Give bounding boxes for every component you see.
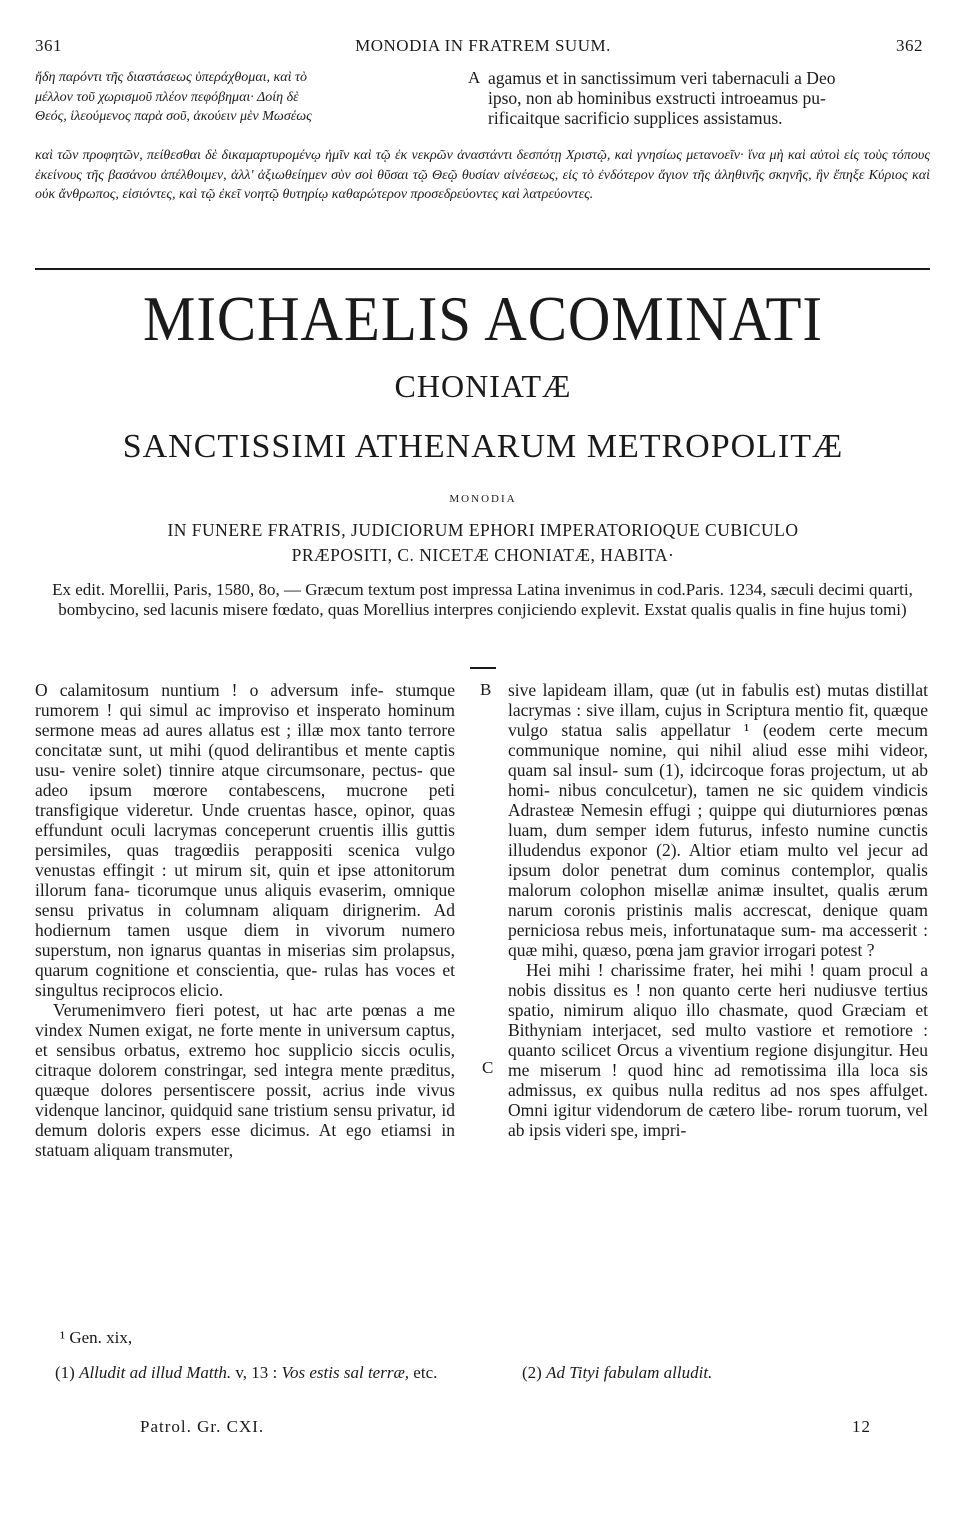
footnote-3 [522, 1362, 712, 1383]
footnote-text: etc. [413, 1363, 438, 1382]
footnote-1: ¹ Gen. xix, [60, 1328, 133, 1347]
short-rule [470, 667, 496, 669]
latin-line: rificaitque sacrificio supplices assistamus. [488, 108, 783, 128]
greek-line: μέλλον τοῦ χωρισμοῦ πλέον πεφόβημαι· Δοίη δὲ [35, 89, 299, 105]
latin-top-block [488, 68, 928, 128]
footnote-text: v, 13 : [235, 1363, 278, 1382]
main-title: MICHAELIS ACOMINATI [143, 283, 823, 354]
footnote-italic: Vos estis sal terræ, [281, 1363, 410, 1382]
paragraph: Verumenimvero fieri potest, ut hac arte pœnas a me vindex Numen exigat, ne forte mente in universum captus, et sensibus orbatus, extremo hoc supplicio siccis oculis, citraque dolorem constringar, sed integra mente præditus, quæque dolores persentiscere possit, acrius inde vivus videnque lancinor, quidquid sane tristium sensu privatur, id demum doloris expers esse dicimus. At ego etiamsi in statuam aliquam transmuter, [35, 1000, 455, 1160]
subtitle-line: PRÆPOSITI, C. NICETÆ CHONIATÆ, HABITA· [291, 545, 675, 565]
page-number-left: 361 [35, 36, 62, 55]
running-title: MONODIA IN FRATREM SUUM. [355, 36, 611, 55]
left-column [35, 680, 455, 1160]
greek-line: Θεός, ἱλεούμενος παρὰ σοῦ, ἀκούειν μὲν Μωσέως [35, 109, 312, 124]
subtitle-funere [0, 518, 966, 568]
horizontal-rule [35, 268, 930, 270]
footnote-2 [55, 1362, 475, 1383]
right-column [508, 680, 928, 1140]
footer-signature: 12 [852, 1417, 871, 1436]
edition-note: Ex edit. Morellii, Paris, 1580, 8o, — Græcum textum post impressa Latina invenimus in cod.Paris. 1234, sæculi decimi quarti, bombycino, sed lacunis misere fœdato, quas Morellius interpres conjiciendo explevit. Exstat qualis qualis in fine hujus tomi) [52, 580, 913, 619]
paragraph: sive lapideam illam, quæ (ut in fabulis est) mutas distillat lacrymas : sive illam, cujus in Scriptura mentio fit, quæque vulgo statua salis appellatur ¹ (eodem certe mecum communique nomine, qui nihil aliud esse mihi videor, quam sal insul- sum (1), idcircoque foras projectum, ut ab homi- nibus conculcetur), tamen ne sic quidem vindicis Adrasteæ Nemesin effugi ; quippe qui diuturniores pœnas luam, dum semper idem futurus, infesto numine cunctis illudendus exponor (2). Altior etiam multo vel jecur ad ipsum dolor penetrat dum cominus contemplor, qualis malorum colophon misellæ animæ insultet, qualis ærum narum coronis pristinis malis accrescat, denique quam perniciosa rebus meis, infortunataque sum- ma accesserit : quæ mihi, quæso, pœna jam gravior irrogari potest ? [508, 680, 928, 960]
latin-line: agamus et in sanctissimum veri tabernaculi a Deo [488, 68, 836, 88]
margin-letter-c: C [482, 1058, 494, 1077]
footer-source: Patrol. Gr. CXI. [140, 1417, 265, 1436]
greek-full-paragraph: καὶ τῶν προφητῶν, πείθεσθαι δὲ δικαμαρτυρομένῳ ἡμῖν καὶ τῷ ἐκ νεκρῶν ἀναστάντι δεσπότῃ Χριστῷ, καὶ γνησίως μετανοεῖν· ἵνα μὴ καὶ αὐτοὶ εἰς τοὺς τόπους ἐκείνους τῆς βασάνου ἀπέλθοιμεν, ἀλλ' ἀξιωθείημεν σὺν σοὶ θῦσαι τῷ Θεῷ θυσίαν αἰνέσεως, εἰς τὸ ἐνδότερον ἅγιον τῆς ἀληθινῆς σκηνῆς, ἣν ἔπηξε Κύριος καὶ οὐκ ἄνθρωπος, εἰσιόντες, καὶ τῷ ἐκεῖ νοητῷ θυτηρίῳ καθαρώτερον προσεδρεύοντες καὶ λατρεύοντες. [35, 148, 930, 202]
footnote-ref: (1) [55, 1363, 75, 1382]
footnote-ref: (2) [522, 1363, 542, 1382]
margin-letter-a: A [468, 68, 481, 87]
latin-line: ipso, non ab hominibus exstructi introeamus pu- [488, 88, 826, 108]
paragraph: O calamitosum nuntium ! o adversum infe- stumque rumorem ! qui simul ac improviso et insperato hominum sermone meas ad aures allatus est ; illæ mox tanto terrore concitatæ sunt, ut mihi (quod delirantibus et mente captis usu- venire solet) tinnire atque circumsonare, pectus- que adeo ipsum mœrore contabescens, mucrone peti transfigique videretur. Unde cruentas hasce, opinor, quas effundunt oculi lacrymas conceperunt cruentis illis guttis persimiles, quas tragœdiis perappositi scenica vulgo venustas effingit : ut mirum sit, quin et ipse attonitorum illorum fana- ticorumque unus aliquis evaserim, omnique sensu privatus in columnam aliquam dirignerim. Ad hodiernum tamen usque diem in vivorum numero superstum, non ignarus quantas in miserias sim prolapsus, quarum cognitione et conscientia, que- rulas has voces et singultus reciprocos elicio. [35, 680, 455, 1000]
footnote-italic: Alludit ad illud Matth. [79, 1363, 232, 1382]
footnote-italic: Ad Tityi fabulam alludit. [546, 1363, 713, 1382]
subtitle-line: IN FUNERE FRATRIS, JUDICIORUM EPHORI IMPERATORIOQUE CUBICULO [167, 520, 799, 540]
greek-top-block [35, 68, 460, 127]
subtitle-metropolitae: SANCTISSIMI ATHENARUM METROPOLITÆ [122, 428, 844, 465]
page-number-right: 362 [896, 36, 923, 55]
margin-letter-b: B [480, 680, 492, 699]
subtitle-choniatae: CHONIATÆ [394, 368, 572, 404]
greek-line: ἤδη παρόντι τῆς διαστάσεως ὑπεράχθομαι, καὶ τὸ [35, 70, 308, 85]
subtitle-monodia: MONODIA [449, 493, 517, 505]
paragraph: Hei mihi ! charissime frater, hei mihi ! quam procul a nobis dissitus es ! non quanto certe heri nudiusve tertius spatio, nimirum aliquo illo chasmate, quod Græciam et Bithyniam interjacet, sed multo vastiore et remotiore : quanto scilicet Orcus a viventium regione disjungitur. Heu me miserum ! quod hinc ad remotissima illa loca sis admissus, ex quibus nulla reditus ad nos spes affulget. Omni igitur videndorum de cætero libe- rorum tuorum, vel ab ipsis videri spe, impri- [508, 960, 928, 1140]
